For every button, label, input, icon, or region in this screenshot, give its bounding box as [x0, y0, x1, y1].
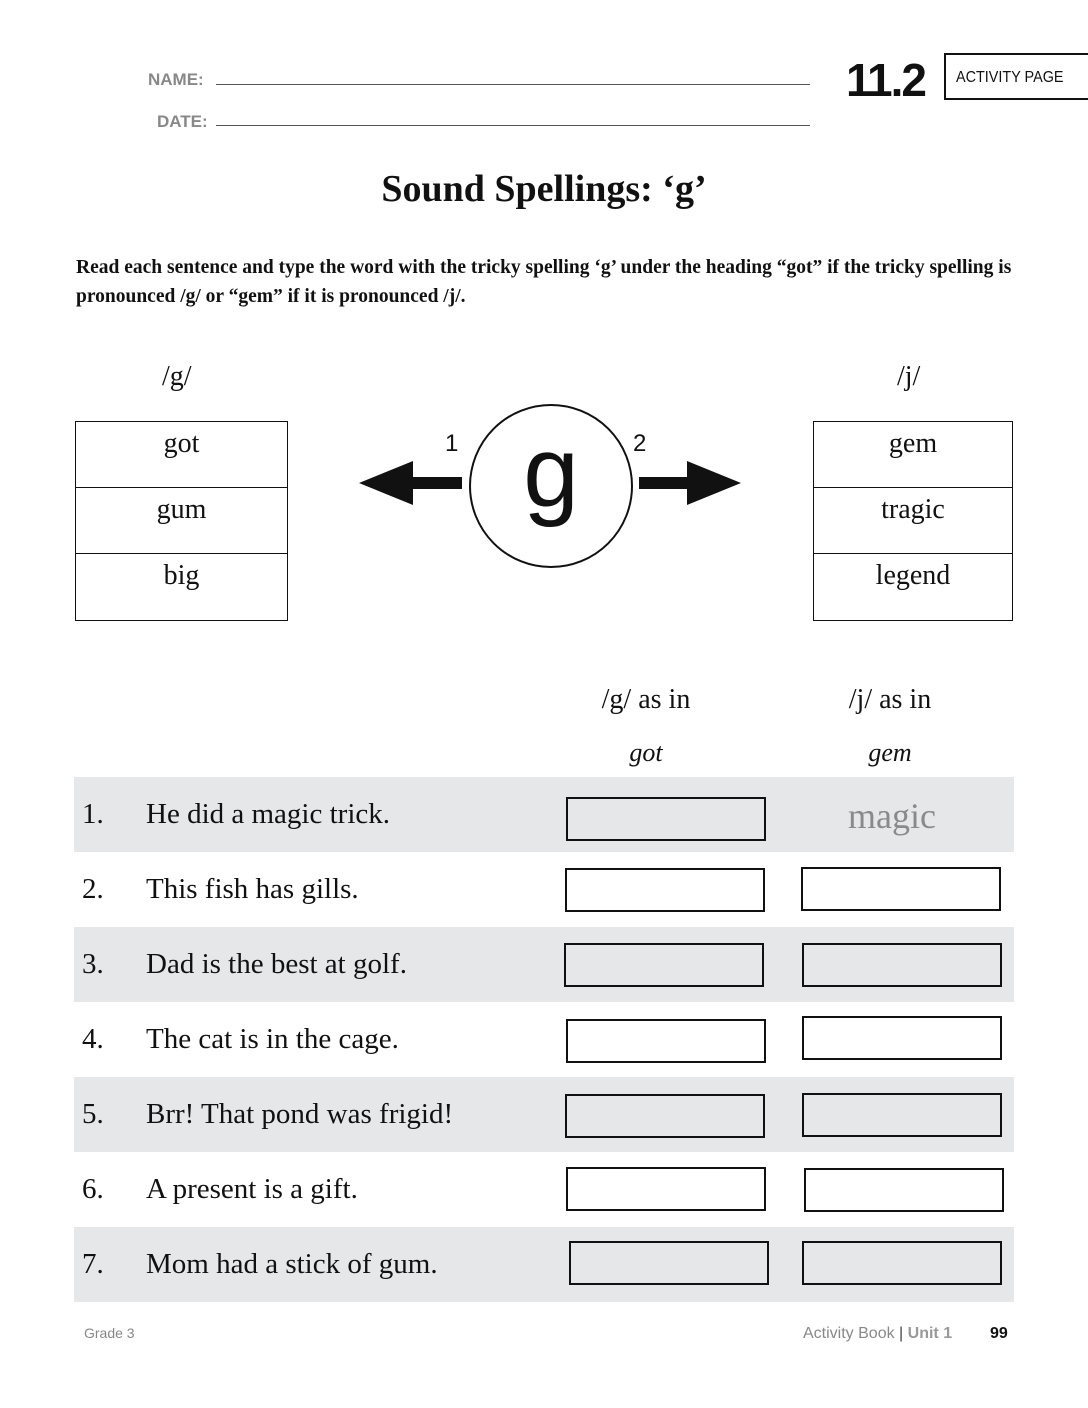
- row-sentence: This fish has gills.: [146, 873, 359, 905]
- got-answer-box[interactable]: [565, 868, 765, 912]
- footer-book: [803, 1325, 952, 1343]
- name-line[interactable]: [216, 84, 810, 85]
- row-sentence: Mom had a stick of gum.: [146, 1248, 438, 1280]
- left-word-cell: got: [76, 422, 287, 488]
- gem-answer-box[interactable]: [802, 1241, 1002, 1285]
- date-line[interactable]: [216, 125, 810, 126]
- center-letter-circle: g: [469, 404, 633, 568]
- gem-answer-box[interactable]: [802, 1093, 1002, 1137]
- table-row: [74, 1227, 1014, 1302]
- row-sentence: The cat is in the cage.: [146, 1023, 399, 1055]
- right-word-cell: tragic: [814, 488, 1012, 554]
- row-number: 1.: [82, 798, 104, 830]
- gem-answer-box[interactable]: [802, 1016, 1002, 1060]
- table-row: [74, 1002, 1014, 1077]
- right-word-cell: gem: [814, 422, 1012, 488]
- left-arrow-number: 1: [445, 430, 459, 457]
- instructions-emphasis: type: [278, 257, 315, 278]
- right-word-cell: legend: [875, 560, 951, 591]
- row-number: 7.: [82, 1248, 104, 1280]
- got-answer-box[interactable]: [566, 797, 766, 841]
- left-sound-heading: /g/: [162, 361, 192, 392]
- got-column-heading: /g/ as in: [601, 684, 691, 715]
- date-label: DATE:: [157, 112, 208, 131]
- instructions: [76, 253, 1016, 311]
- table-row: [74, 1077, 1014, 1152]
- instructions-part2: the word with the tricky spelling ‘g’ under the heading “got” if the tricky spelling is pronounced /g/ or “gem” if it is pronounced /j/.: [76, 257, 1012, 307]
- footer-book-title: Activity Book: [803, 1325, 895, 1342]
- gem-answer-box[interactable]: [804, 1168, 1004, 1212]
- row-number: 2.: [82, 873, 104, 905]
- left-word-cell: gum: [76, 488, 287, 554]
- row-sentence: Dad is the best at golf.: [146, 948, 407, 980]
- right-arrow-number: 2: [633, 430, 647, 457]
- row-number: 3.: [82, 948, 104, 980]
- page-number: 99: [990, 1325, 1008, 1342]
- instructions-part1: Read each sentence and: [76, 257, 279, 278]
- table-row: [74, 777, 1014, 852]
- name-label: NAME:: [148, 70, 204, 89]
- gem-answer-text[interactable]: magic: [848, 796, 936, 836]
- footer-separator: |: [894, 1325, 908, 1342]
- row-sentence: Brr! That pond was frigid!: [146, 1098, 454, 1130]
- activity-number: 11.2: [846, 54, 925, 106]
- got-answer-box[interactable]: [565, 1094, 765, 1138]
- got-answer-box[interactable]: [569, 1241, 769, 1285]
- got-answer-box[interactable]: [566, 1167, 766, 1211]
- gem-column-example: gem: [868, 738, 912, 767]
- footer-grade: Grade 3: [84, 1325, 135, 1341]
- right-sound-heading: /j/: [897, 361, 921, 392]
- left-word-cell: big: [163, 560, 200, 591]
- row-sentence: A present is a gift.: [146, 1173, 358, 1205]
- gem-column-heading: /j/ as in: [848, 684, 932, 715]
- got-column-example: got: [629, 738, 663, 767]
- row-number: 5.: [82, 1098, 104, 1130]
- row-number: 4.: [82, 1023, 104, 1055]
- right-arrow-icon: [639, 461, 741, 505]
- gem-answer-box[interactable]: [801, 867, 1001, 911]
- left-word-box: [75, 421, 288, 621]
- row-sentence: He did a magic trick.: [146, 798, 390, 830]
- gem-answer-box[interactable]: [802, 943, 1002, 987]
- page-title: Sound Spellings: ‘g’: [381, 168, 707, 210]
- table-row: [74, 927, 1014, 1002]
- footer-unit: Unit 1: [907, 1325, 953, 1342]
- right-word-box: [813, 421, 1013, 621]
- table-row: [74, 1152, 1014, 1227]
- activity-tag-label: ACTIVITY PAGE: [956, 69, 1064, 86]
- left-arrow-icon: [359, 461, 462, 505]
- got-answer-box[interactable]: [564, 943, 764, 987]
- got-answer-box[interactable]: [566, 1019, 766, 1063]
- activity-tag: [944, 53, 1088, 100]
- table-row: [74, 852, 1014, 927]
- row-number: 6.: [82, 1173, 104, 1205]
